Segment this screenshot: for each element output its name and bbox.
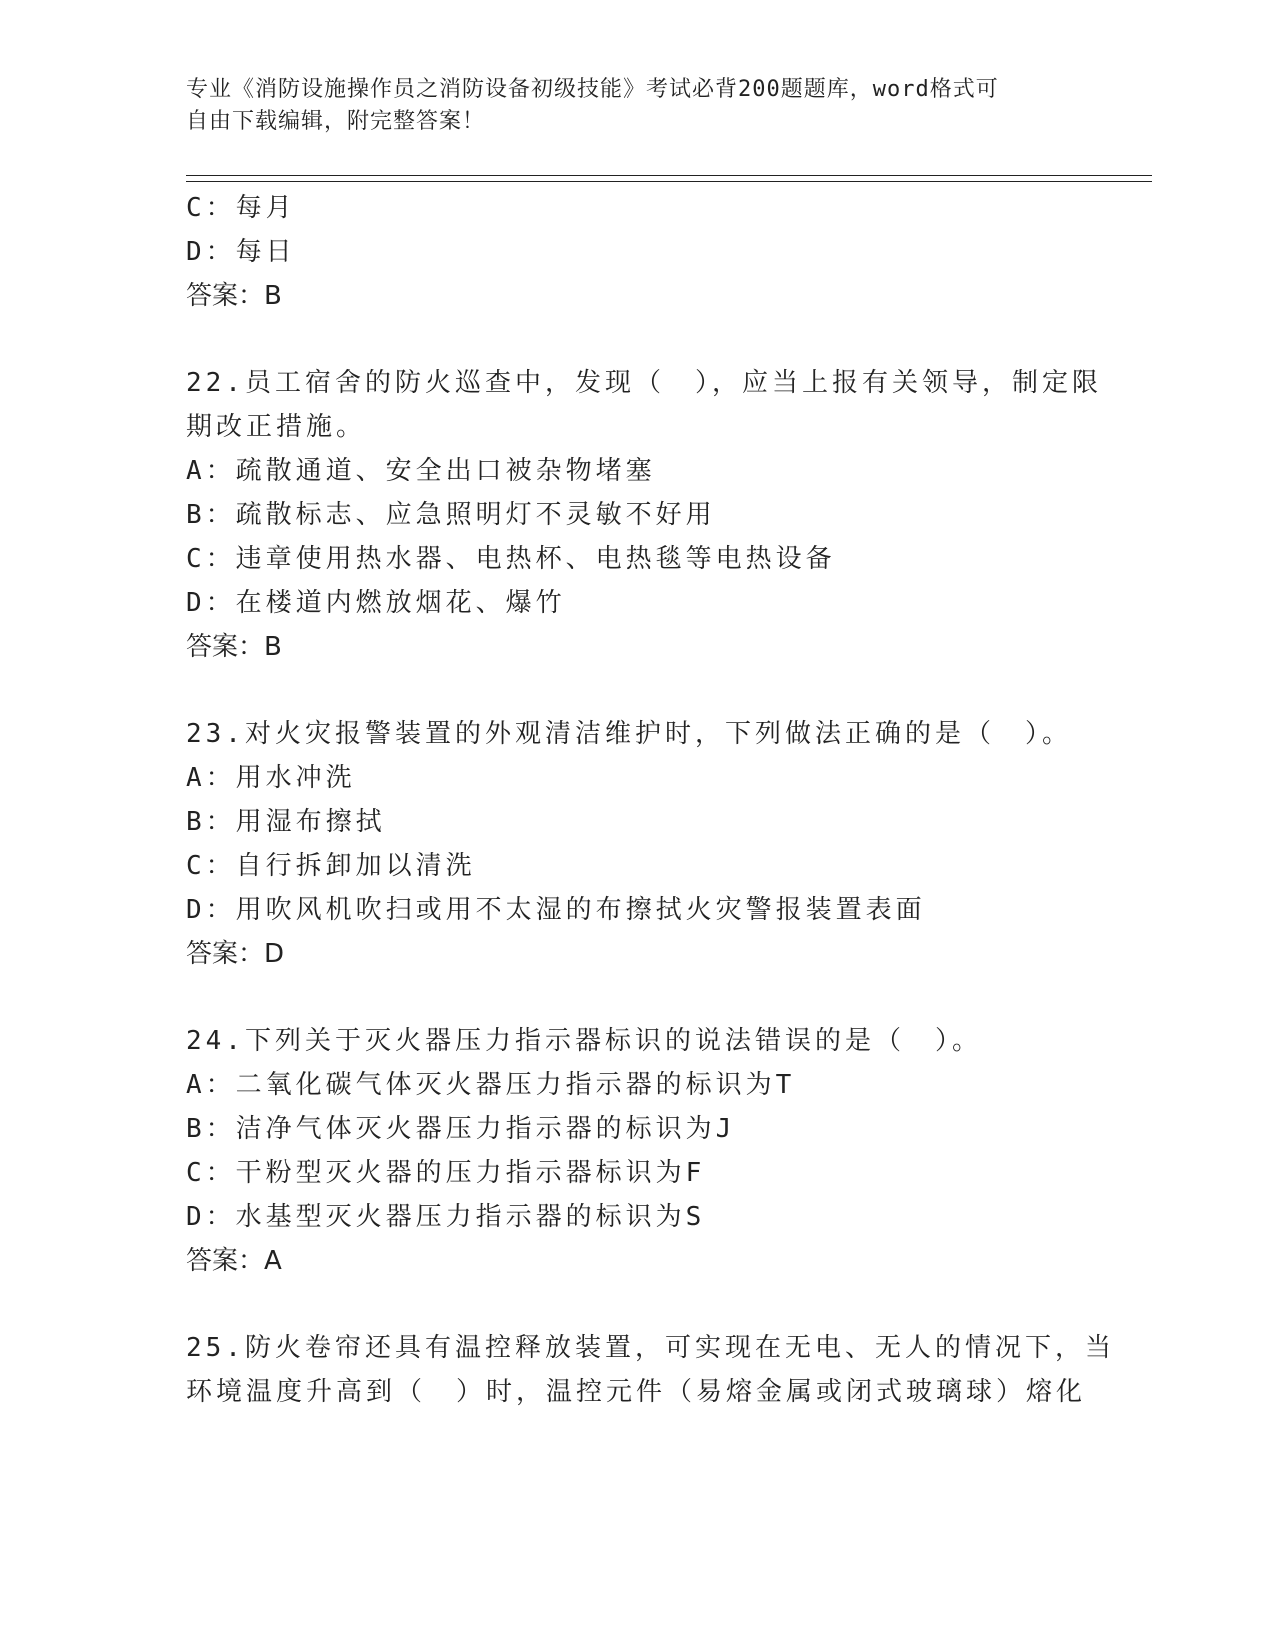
q22-answer: 答案：B xyxy=(186,632,282,662)
q21-option-c: C：每月 xyxy=(186,193,296,223)
q25-stem-line-1: 25.防火卷帘还具有温控释放装置，可实现在无电、无人的情况下，当 xyxy=(186,1333,1115,1363)
q22-stem-line-1: 22.员工宿舍的防火巡查中，发现（ ），应当上报有关领导，制定限 xyxy=(186,368,1102,398)
q22-option-b: B：疏散标志、应急照明灯不灵敏不好用 xyxy=(186,500,716,530)
header-divider-bottom xyxy=(186,181,1152,182)
q23-option-d: D：用吹风机吹扫或用不太湿的布擦拭火灾警报装置表面 xyxy=(186,895,926,925)
q22-option-a: A：疏散通道、安全出口被杂物堵塞 xyxy=(186,456,656,486)
q23-answer: 答案：D xyxy=(186,939,285,969)
q23-option-a: A：用水冲洗 xyxy=(186,763,356,793)
q22-stem-line-2: 期改正措施。 xyxy=(186,412,367,442)
q21-option-d: D：每日 xyxy=(186,237,296,267)
q24-option-b: B：洁净气体灭火器压力指示器的标识为J xyxy=(186,1114,736,1144)
q24-stem-line-1: 24.下列关于灭火器压力指示器标识的说法错误的是（ ）。 xyxy=(186,1026,982,1056)
q23-stem-line-1: 23.对火灾报警装置的外观清洁维护时，下列做法正确的是（ ）。 xyxy=(186,719,1072,749)
q22-option-c: C：违章使用热水器、电热杯、电热毯等电热设备 xyxy=(186,544,836,574)
document-header xyxy=(186,74,1066,138)
q24-option-d: D：水基型灭火器压力指示器的标识为S xyxy=(186,1202,706,1232)
q23-option-c: C：自行拆卸加以清洗 xyxy=(186,851,476,881)
q22-option-d: D：在楼道内燃放烟花、爆竹 xyxy=(186,588,566,618)
header-line-2: 自由下载编辑，附完整答案！ xyxy=(186,109,486,134)
q24-answer: 答案：A xyxy=(186,1246,282,1276)
q21-answer: 答案：B xyxy=(186,281,282,311)
q24-option-a: A：二氧化碳气体灭火器压力指示器的标识为T xyxy=(186,1070,796,1100)
q24-option-c: C：干粉型灭火器的压力指示器标识为F xyxy=(186,1158,706,1188)
q25-stem-line-2: 环境温度升高到（ ）时，温控元件（易熔金属或闭式玻璃球）熔化 xyxy=(186,1377,1087,1407)
header-line-1: 专业《消防设施操作员之消防设备初级技能》考试必背200题题库，word格式可 xyxy=(186,77,999,102)
q23-option-b: B：用湿布擦拭 xyxy=(186,807,386,837)
header-divider-top xyxy=(186,175,1152,176)
